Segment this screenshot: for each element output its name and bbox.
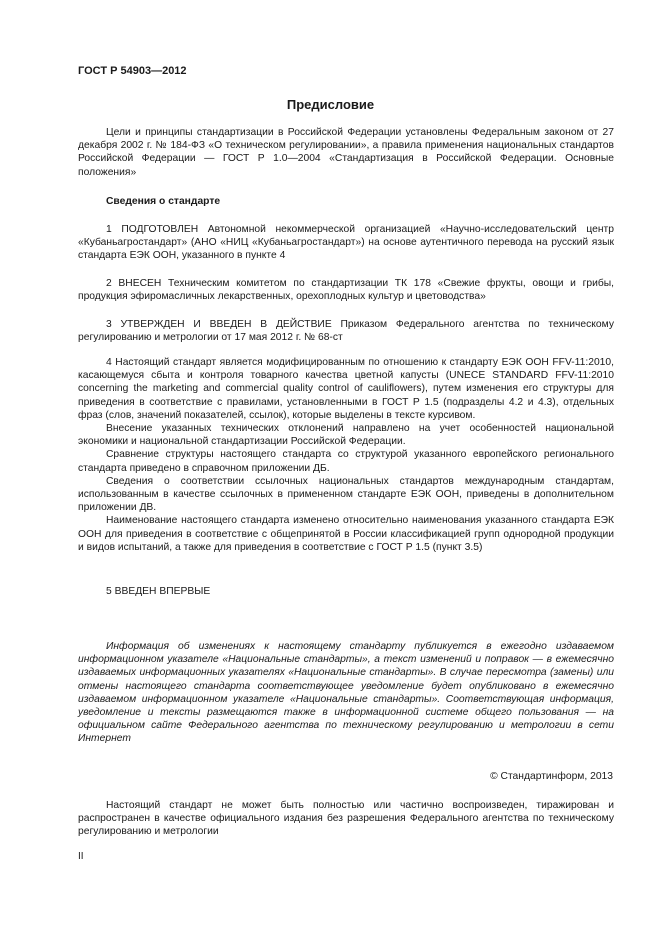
reproduction-notice: Настоящий стандарт не может быть полностью или частично воспроизведен, тиражирован и распространен в качестве официального издания без разрешения Федерального агентства по техническому регулированию и метрологии <box>78 800 614 838</box>
section-subtitle: Сведения о стандарте <box>106 196 221 207</box>
item-2-paragraph: 2 ВНЕСЕН Техническим комитетом по стандартизации ТК 178 «Свежие фрукты, овощи и грибы, продукция эфиромасличных лекарственных, орехоплодных культур и цветоводства» <box>78 278 614 303</box>
copyright-line: © Стандартинформ, 2013 <box>490 771 613 782</box>
page-title: Предисловие <box>286 97 375 112</box>
item-4-block <box>78 356 614 554</box>
page-number: II <box>78 851 84 862</box>
item-4-paragraph: 4 Настоящий стандарт является модифицированным по отношению к стандарту ЕЭК ООН FFV-11:2010, касающемуся сбыта и контроля товарного качества цветной капусты (UNECE STANDARD FFV-11:2010 concerning the marketing and commercial quality control of cauliflowers), путем изменения его структуры для приведения в соответствие с правилами, установленными в ГОСТ Р 1.5 (подразделы 4.2 и 4.3), отдельных фраз (слов, значений показателей, ссылок), которые выделены в тексте курсивом. <box>78 357 614 421</box>
item-4-structure-paragraph: Сравнение структуры настоящего стандарта со структурой указанного европейского регионального стандарта приведено в справочном приложении ДБ. <box>78 449 614 474</box>
item-5-paragraph: 5 ВВЕДЕН ВПЕРВЫЕ <box>106 586 211 597</box>
item-4-name-paragraph: Наименование настоящего стандарта изменено относительно наименования указанного стандарта ЕЭК ООН для приведения в соответствие с общепринятой в России классификацией групп однородной продукции и видов испытаний, а также для приведения в соответствие с ГОСТ Р 1.5 (пункт 3.5) <box>78 515 614 553</box>
changes-info-paragraph: Информация об изменениях к настоящему стандарту публикуется в ежегодно издаваемом информационном указателе «Национальные стандарты», а текст изменений и поправок — в ежемесячно издаваемых информационных указателях «Национальные стандарты». В случае пересмотра (замены) или отмены настоящего стандарта соответствующее уведомление будет опубликовано в ежемесячно издаваемом информационном указателе «Национальные стандарты». Соответствующая информация, уведомление и тексты размещаются также в информационной системе общего пользования — на официальном сайте Федерального агентства по техническому регулированию и метрологии в сети Интернет <box>78 641 614 745</box>
item-1-paragraph: 1 ПОДГОТОВЛЕН Автономной некоммерческой организацией «Научно-исследовательский центр «Кубаньагростандарт» (АНО «НИЦ «Кубаньагростандарт») на основе аутентичного перевода на русский язык стандарта ЕЭК ООН, указанного в пункте 4 <box>78 224 614 262</box>
item-4-references-paragraph: Сведения о соответствии ссылочных национальных стандартов международным стандартам, использованным в качестве ссылочных в примененном стандарте ЕЭК ООН, приведены в дополнительном приложении ДВ. <box>78 475 614 514</box>
document-header: ГОСТ Р 54903—2012 <box>78 65 187 77</box>
item-3-paragraph: 3 УТВЕРЖДЕН И ВВЕДЕН В ДЕЙСТВИЕ Приказом Федерального агентства по техническому регулированию и метрологии от 17 мая 2012 г. № 68-ст <box>78 319 614 344</box>
intro-paragraph: Цели и принципы стандартизации в Российской Федерации установлены Федеральным законом от 27 декабря 2002 г. № 184-ФЗ «О техническом регулировании», а правила применения национальных стандартов Российской Федерации — ГОСТ Р 1.0—2004 «Стандартизация в Российской Федерации. Основные положения» <box>78 127 614 178</box>
item-4-deviation-paragraph: Внесение указанных технических отклонений направлено на учет особенностей национальной экономики и национальной стандартизации Российской Федерации. <box>78 423 614 448</box>
